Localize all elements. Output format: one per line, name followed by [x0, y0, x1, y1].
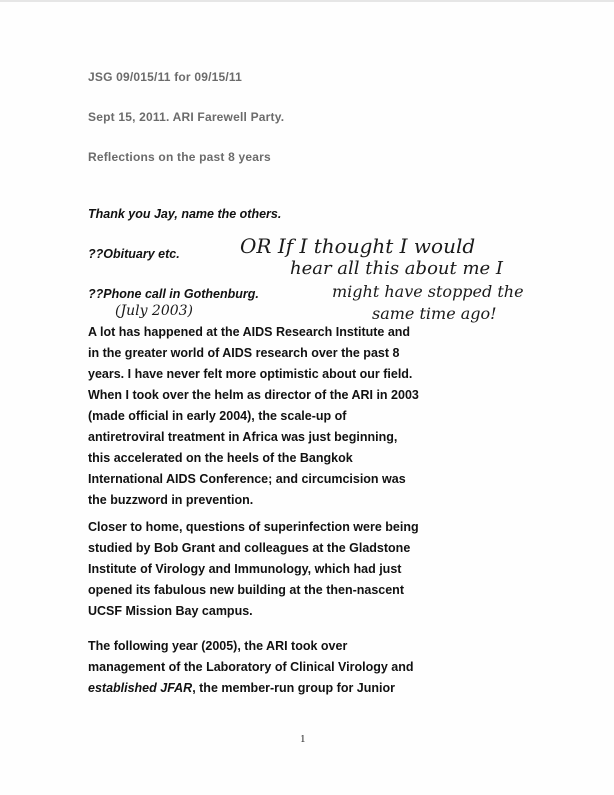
paragraph-1-line: A lot has happened at the AIDS Research Institute and: [88, 325, 411, 339]
handwritten-line-2: hear all this about me I: [290, 258, 504, 279]
handwritten-line-3: might have stopped the: [332, 282, 524, 301]
memo-id: JSG 09/015/11 for 09/15/11: [88, 70, 242, 84]
obituary-note: ??Obituary etc.: [88, 247, 180, 261]
paragraph-1-line: (made official in early 2004), the scale-up of: [88, 409, 347, 423]
paragraph-1-line: When I took over the helm as director of the ARI in 2003: [88, 388, 419, 402]
page-number: 1: [300, 733, 306, 745]
phone-call-note: ??Phone call in Gothenburg.: [88, 287, 259, 301]
paragraph-3-line: The following year (2005), the ARI took over: [88, 639, 348, 653]
subtitle: Reflections on the past 8 years: [88, 150, 271, 164]
paragraph-1-line: antiretroviral treatment in Africa was just beginning,: [88, 430, 398, 444]
handwritten-line-4: same time ago!: [372, 304, 497, 323]
handwritten-date-note: (July 2003): [115, 303, 194, 319]
paragraph-1-line: in the greater world of AIDS research over the past 8: [88, 346, 400, 360]
scan-edge: [0, 0, 614, 2]
paragraph-1-line: International AIDS Conference; and circumcision was: [88, 472, 406, 486]
paragraph-2-line: opened its fabulous new building at the then-nascent: [88, 583, 404, 597]
paragraph-2-line: Institute of Virology and Immunology, which had just: [88, 562, 402, 576]
paragraph-3-line: management of the Laboratory of Clinical Virology and: [88, 660, 414, 674]
paragraph-2-line: Closer to home, questions of superinfection were being: [88, 520, 419, 534]
event-title: Sept 15, 2011. ARI Farewell Party.: [88, 110, 285, 124]
thanks-note: Thank you Jay, name the others.: [88, 207, 282, 221]
paragraph-1-line: this accelerated on the heels of the Bangkok: [88, 451, 353, 465]
jfar-italic-phrase: established JFAR: [88, 681, 193, 695]
paragraph-2-line: studied by Bob Grant and colleagues at the Gladstone: [88, 541, 411, 555]
handwritten-line-1: OR If I thought I would: [240, 234, 476, 258]
paragraph-3-line-rest: , the member-run group for Junior: [192, 681, 395, 695]
paragraph-1-line: the buzzword in prevention.: [88, 493, 254, 507]
paragraph-3-line: [88, 681, 395, 695]
paragraph-1-line: years. I have never felt more optimistic about our field.: [88, 367, 413, 381]
paragraph-2-line: UCSF Mission Bay campus.: [88, 604, 253, 618]
